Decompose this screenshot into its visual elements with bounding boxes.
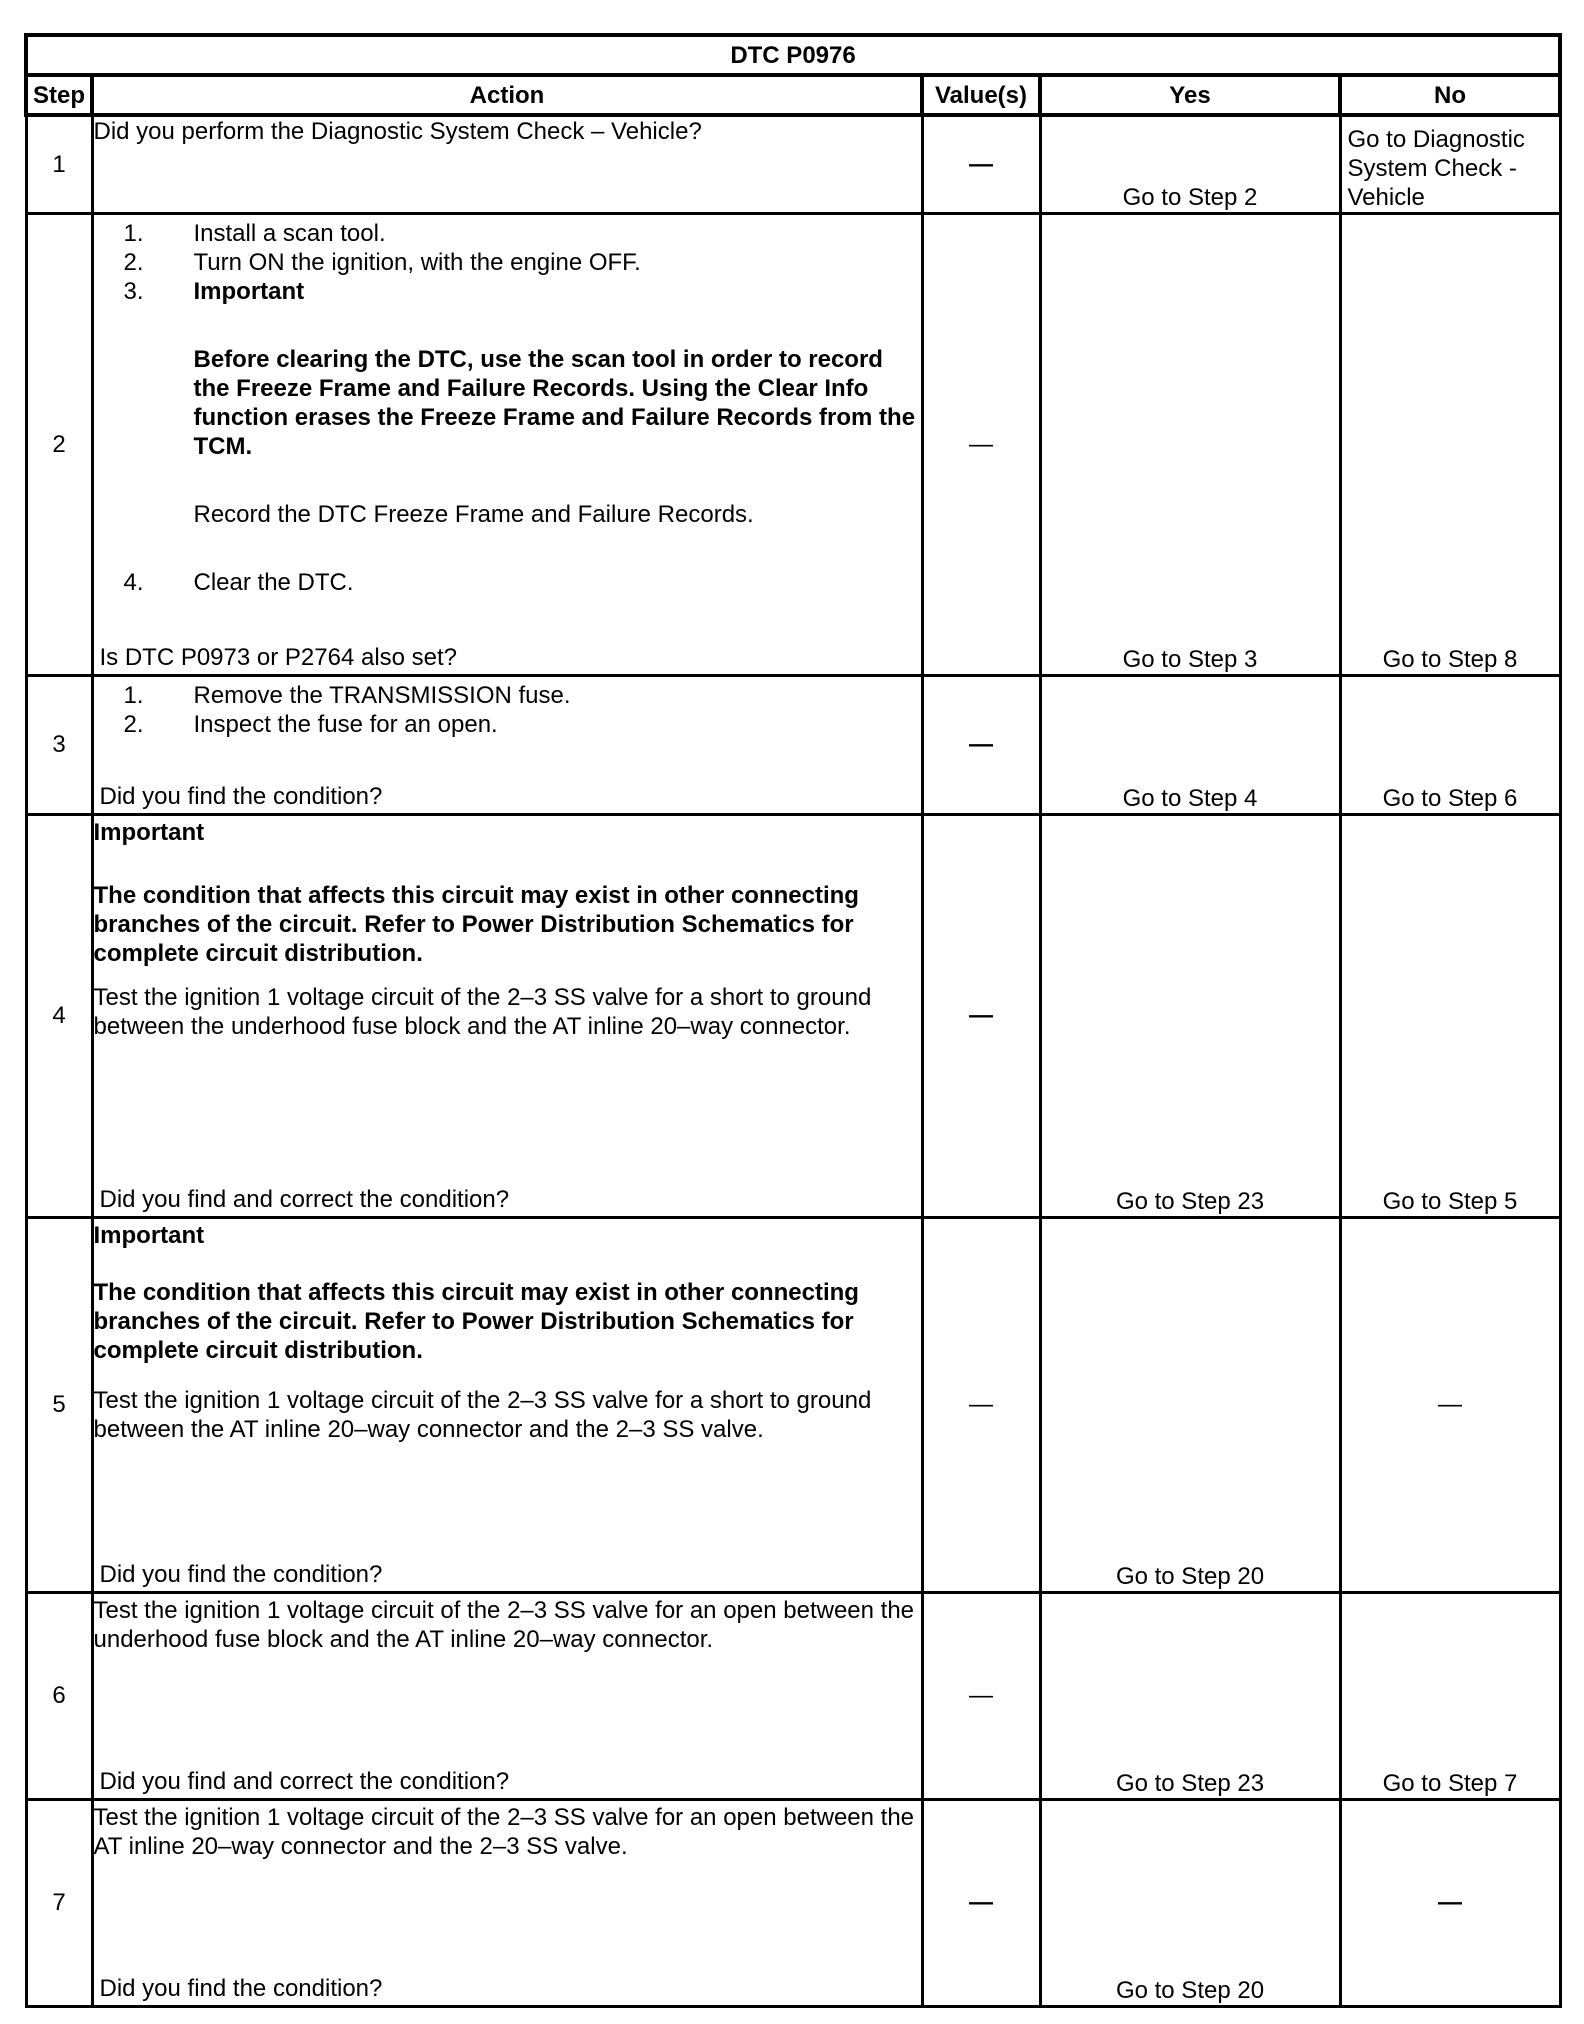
step-number: 4 bbox=[26, 814, 92, 1217]
procedure-list-tail bbox=[94, 568, 921, 597]
header-action: Action bbox=[92, 75, 922, 115]
step-number: 2 bbox=[26, 213, 92, 675]
value-cell: — bbox=[922, 814, 1040, 1217]
value-cell: — bbox=[922, 675, 1040, 814]
question-text: Did you find and correct the condition? bbox=[99, 1767, 510, 1795]
yes-cell: Go to Step 20 bbox=[1040, 1799, 1340, 2006]
important-label: Important bbox=[93, 818, 205, 846]
question-text: Did you find the condition? bbox=[99, 1560, 383, 1588]
list-item: 1. Install a scan tool. bbox=[123, 219, 386, 247]
no-cell: Go to Step 7 bbox=[1340, 1592, 1560, 1799]
step-number: 1 bbox=[26, 115, 92, 213]
question-text: Did you find the condition? bbox=[99, 782, 383, 810]
no-cell: — bbox=[1340, 1799, 1560, 2006]
table-title: DTC P0976 bbox=[26, 35, 1560, 75]
value-cell: — bbox=[922, 1217, 1040, 1592]
question-text: Is DTC P0973 or P2764 also set? bbox=[99, 643, 458, 671]
test-instruction: Test the ignition 1 voltage circuit of the 2–3 SS valve for a short to ground between the AT inline 20–way connector and the 2–3 SS valve. bbox=[93, 1386, 872, 1443]
list-item: 1. Remove the TRANSMISSION fuse. bbox=[123, 681, 571, 709]
action-cell bbox=[92, 213, 922, 675]
list-item: 2. Inspect the fuse for an open. bbox=[123, 710, 498, 738]
step-number: 7 bbox=[26, 1799, 92, 2006]
action-cell bbox=[92, 675, 922, 814]
no-cell: Go to Step 8 bbox=[1340, 213, 1560, 675]
action-cell bbox=[92, 115, 922, 213]
no-cell: — bbox=[1340, 1217, 1560, 1592]
value-cell: — bbox=[922, 213, 1040, 675]
table-row bbox=[26, 1799, 1560, 2006]
value-cell: — bbox=[922, 1799, 1040, 2006]
question-text: Did you perform the Diagnostic System Check – Vehicle? bbox=[93, 118, 702, 145]
list-item: 2. Turn ON the ignition, with the engine OFF. bbox=[123, 248, 641, 276]
value-cell: — bbox=[922, 1592, 1040, 1799]
yes-cell: Go to Step 23 bbox=[1040, 814, 1340, 1217]
action-cell bbox=[92, 1592, 922, 1799]
table-row bbox=[26, 675, 1560, 814]
record-instruction: Record the DTC Freeze Frame and Failure Records. bbox=[193, 500, 754, 528]
question-text: Did you find the condition? bbox=[99, 1974, 383, 2002]
no-cell: Go to Step 5 bbox=[1340, 814, 1560, 1217]
header-no: No bbox=[1340, 75, 1560, 115]
yes-cell: Go to Step 2 bbox=[1040, 115, 1340, 213]
important-label: Important bbox=[93, 1221, 205, 1249]
table-row bbox=[26, 814, 1560, 1217]
value-cell: — bbox=[922, 115, 1040, 213]
no-cell: Go to Step 6 bbox=[1340, 675, 1560, 814]
important-note: Before clearing the DTC, use the scan tool in order to record the Freeze Frame and Failure Records. Using the Clear Info function erases the Freeze Frame and Failure Records from the TCM. bbox=[193, 345, 916, 460]
yes-cell: Go to Step 3 bbox=[1040, 213, 1340, 675]
test-instruction: Test the ignition 1 voltage circuit of the 2–3 SS valve for a short to ground between the underhood fuse block and the AT inline 20–way connector. bbox=[93, 983, 872, 1040]
header-yes: Yes bbox=[1040, 75, 1340, 115]
dtc-table bbox=[24, 33, 1562, 2008]
step-number: 6 bbox=[26, 1592, 92, 1799]
table-row bbox=[26, 213, 1560, 675]
table-row bbox=[26, 1592, 1560, 1799]
important-note: The condition that affects this circuit may exist in other connecting branches of the circuit. Refer to Power Distribution Schematics for complete circuit distribution. bbox=[93, 881, 859, 967]
action-cell bbox=[92, 1217, 922, 1592]
test-instruction: Test the ignition 1 voltage circuit of the 2–3 SS valve for an open between the underhood fuse block and the AT inline 20–way connector. bbox=[93, 1596, 915, 1653]
step-number: 3 bbox=[26, 675, 92, 814]
no-cell: Go to Diagnostic System Check - Vehicle bbox=[1340, 115, 1560, 213]
question-text: Did you find and correct the condition? bbox=[99, 1185, 510, 1213]
table-row bbox=[26, 115, 1560, 213]
yes-cell: Go to Step 20 bbox=[1040, 1217, 1340, 1592]
header-values: Value(s) bbox=[922, 75, 1040, 115]
procedure-list bbox=[94, 219, 921, 306]
action-cell bbox=[92, 1799, 922, 2006]
yes-cell: Go to Step 4 bbox=[1040, 675, 1340, 814]
table-row bbox=[26, 1217, 1560, 1592]
yes-cell: Go to Step 23 bbox=[1040, 1592, 1340, 1799]
list-item: 3. Important bbox=[123, 277, 305, 305]
procedure-list bbox=[94, 681, 921, 739]
header-step: Step bbox=[26, 75, 92, 115]
step-number: 5 bbox=[26, 1217, 92, 1592]
test-instruction: Test the ignition 1 voltage circuit of the 2–3 SS valve for an open between the AT inline 20–way connector and the 2–3 SS valve. bbox=[93, 1803, 915, 1860]
important-note: The condition that affects this circuit may exist in other connecting branches of the circuit. Refer to Power Distribution Schematics for complete circuit distribution. bbox=[93, 1278, 859, 1364]
list-item: 4. Clear the DTC. bbox=[123, 568, 354, 596]
header-row bbox=[26, 75, 1560, 115]
action-cell bbox=[92, 814, 922, 1217]
